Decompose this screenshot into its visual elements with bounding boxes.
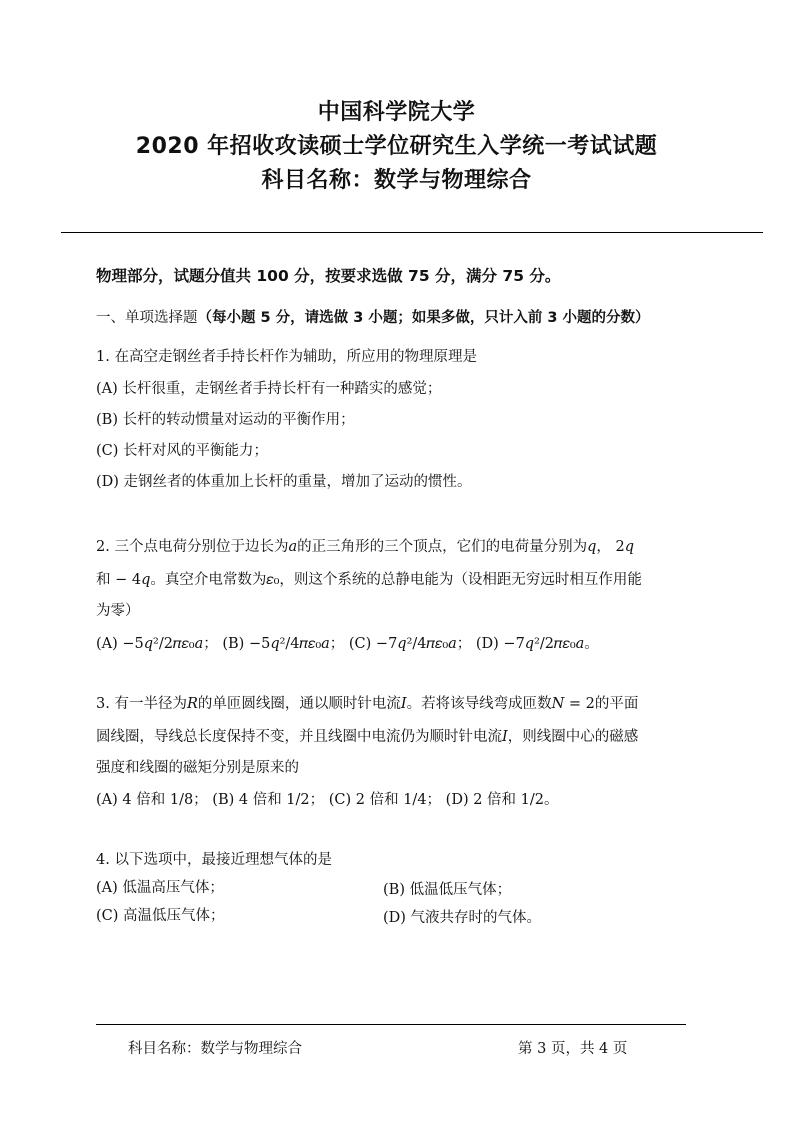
- header-divider: [61, 232, 763, 233]
- footer-divider: [96, 1024, 686, 1025]
- question-4-option-c: (C) 高温低压气体；: [96, 908, 225, 924]
- question-2-stem-line-3: 为零）: [96, 603, 140, 619]
- question-4-option-a: (A) 低温高压气体；: [96, 880, 224, 896]
- question-4-stem: 4. 以下选项中，最接近理想气体的是: [96, 852, 332, 868]
- footer-subject: 科目名称：数学与物理综合: [128, 1041, 302, 1057]
- question-1-option-a: (A) 长杆很重，走钢丝者手持长杆有一种踏实的感觉；: [96, 381, 442, 397]
- university-name: 中国科学院大学: [317, 100, 476, 125]
- question-1-option-d: (D) 走钢丝者的体重加上长杆的重量，增加了运动的惯性。: [96, 474, 472, 490]
- question-3-stem-line-2: 圆线圈，导线总长度保持不变，并且线圈中电流仍为顺时针电流𝐼，则线圈中心的磁感: [96, 729, 639, 745]
- footer-page-number: 第 3 页，共 4 页: [518, 1041, 628, 1057]
- question-4-option-d: (D) 气液共存时的气体。: [383, 910, 542, 926]
- section-heading: 物理部分，试题分值共 100 分，按要求选做 75 分，满分 75 分。: [96, 267, 561, 285]
- exam-title: 2020 年招收攻读硕士学位研究生入学统一考试试题: [135, 134, 658, 159]
- question-3-stem-line-3: 强度和线圈的磁矩分别是原来的: [96, 760, 299, 776]
- part-note: （每小题 5 分，请选做 3 小题；如果多做，只计入前 3 小题的分数）: [197, 310, 650, 326]
- question-1-option-b: (B) 长杆的转动惯量对运动的平衡作用；: [96, 412, 355, 428]
- question-1-option-c: (C) 长杆对风的平衡能力；: [96, 443, 269, 459]
- question-4-option-b: (B) 低温低压气体；: [383, 882, 512, 898]
- question-3-stem-line-1: 3. 有一半径为𝑅的单匝圆线圈，通以顺时针电流𝐼。若将该导线弯成匝数𝑁 = 2的平面: [96, 696, 639, 712]
- part-title: 一、单项选择题: [96, 310, 198, 326]
- part-title-line: [96, 308, 650, 328]
- question-3-options: (A) 4 倍和 1/8； (B) 4 倍和 1/2； (C) 2 倍和 1/4； (D) 2 倍和 1/2。: [96, 792, 559, 808]
- question-1-stem: 1. 在高空走钢丝者手持长杆作为辅助，所应用的物理原理是: [96, 349, 477, 365]
- question-2-stem-line-2: 和 − 4𝑞。真空介电常数为𝜀₀，则这个系统的总静电能为（设相距无穷远时相互作用能: [96, 572, 642, 588]
- subject-title: 科目名称：数学与物理综合: [261, 168, 532, 193]
- question-2-options: (A) −5𝑞²/2𝜋𝜀₀𝑎； (B) −5𝑞²/4𝜋𝜀₀𝑎； (C) −7𝑞²/4𝜋𝜀₀𝑎； (D) −7𝑞²/2𝜋𝜀₀𝑎。: [96, 636, 599, 652]
- question-2-stem-line-1: 2. 三个点电荷分别位于边长为𝑎的正三角形的三个顶点，它们的电荷量分别为𝑞， 2𝑞: [96, 539, 634, 555]
- exam-title-block: [0, 96, 793, 198]
